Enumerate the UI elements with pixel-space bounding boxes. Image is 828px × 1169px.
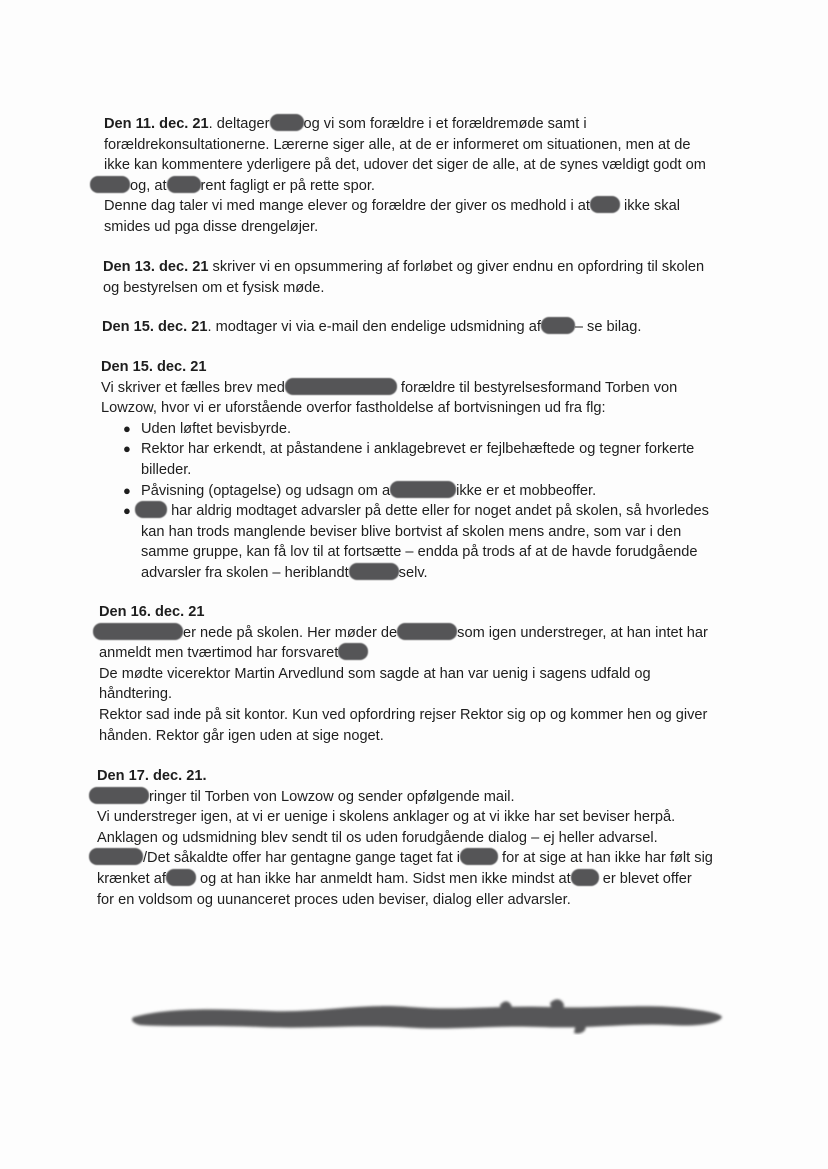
entry-text: selv. — [398, 564, 428, 581]
entry-line — [89, 787, 757, 808]
entry-text: ikke er et mobbeoffer. — [456, 482, 597, 499]
redaction-mark — [571, 869, 599, 886]
entry-text: forældre til bestyrelsesformand Torben von — [400, 379, 678, 396]
entry-dec-16 — [99, 602, 759, 746]
bullet-mark: ● — [123, 420, 131, 436]
entry-text: krænket af — [97, 870, 166, 887]
entry-text: Vi skriver et fælles brev med — [101, 379, 285, 396]
entry-line — [97, 807, 757, 828]
entry-line — [103, 257, 753, 278]
entry-date: Den 16. dec. 21 — [99, 604, 205, 620]
entry-text: . deltager — [208, 116, 270, 132]
entry-line — [99, 664, 759, 685]
entry-text: for at sige at han ikke har følt sig — [502, 850, 713, 867]
redaction-mark — [90, 176, 130, 193]
entry-line — [90, 176, 754, 197]
entry-text: advarsler fra skolen – heriblandt — [141, 564, 349, 581]
entry-dec-13 — [103, 257, 753, 298]
entry-dec-15-email — [102, 317, 752, 338]
redaction-mark — [270, 114, 304, 131]
redaction-mark — [89, 787, 149, 804]
entry-text: Anklagen og udsmidning blev sendt til os uden forudgående dialog – ej heller advarsel. — [97, 829, 658, 846]
entry-line — [104, 114, 754, 135]
entry-text: ringer til Torben von Lowzow og sender opfølgende mail. — [149, 788, 515, 805]
list-item — [101, 481, 761, 502]
entry-line — [97, 766, 757, 787]
redaction-mark — [89, 848, 143, 865]
entry-text: samme gruppe, kan få lov til at fortsætte – endda på trods af at de havde forudgående — [141, 544, 698, 561]
entry-dec-15-letter — [101, 357, 761, 584]
redaction-mark — [166, 869, 196, 886]
entry-text: billeder. — [141, 461, 192, 478]
entry-line — [97, 828, 757, 849]
entry-text: håndtering. — [99, 686, 173, 703]
entry-text: . modtager vi via e-mail den endelige udsmidning af — [207, 319, 541, 335]
entry-line — [97, 890, 757, 911]
entry-line — [141, 439, 761, 460]
entry-text: Påvisning (optagelse) og udsagn om a — [141, 482, 391, 499]
entry-line — [99, 602, 759, 623]
entry-line — [99, 705, 759, 726]
entry-text: Uden løftet bevisbyrde. — [141, 420, 292, 437]
entry-text: anmeldt men tværtimod har forsvaret — [99, 645, 339, 662]
entry-text: kan han trods manglende beviser blive bortvist af skolen mens andre, som var i den — [141, 523, 682, 540]
bullet-mark: ● — [123, 441, 131, 457]
entry-text: Rektor sad inde på sit kontor. Kun ved opfordring rejser Rektor sig op og kommer hen og giver — [99, 706, 708, 723]
entry-text: skriver vi en opsummering af forløbet og giver endnu en opfordring til skolen — [208, 259, 705, 275]
entry-text: og, at — [130, 177, 167, 194]
entry-text: forældrekonsultationerne. Lærerne siger alle, at de er informeret om situationen, men at de — [104, 136, 691, 153]
redaction-mark — [390, 481, 456, 498]
entry-text: og at han ikke har anmeldt ham. Sidst men ikke mindst at — [200, 870, 571, 887]
redaction-mark — [541, 317, 575, 334]
entry-line — [97, 869, 757, 890]
list-item — [101, 419, 761, 440]
entry-line — [101, 378, 761, 399]
entry-text: er nede på skolen. Her møder de — [183, 624, 398, 641]
bullet-list — [101, 419, 761, 584]
entry-date: Den 15. dec. 21 — [102, 319, 208, 335]
entry-text: ikke kan kommentere yderligere på det, udover det siger de alle, at de synes vældigt godt om — [104, 157, 706, 174]
entry-line — [104, 155, 754, 176]
list-item — [101, 439, 761, 480]
entry-text: smides ud pga disse drengeløjer. — [104, 218, 319, 235]
entry-text: for en voldsom og uunanceret proces uden beviser, dialog eller advarsler. — [97, 891, 571, 908]
redaction-mark — [135, 501, 167, 518]
entry-line — [104, 217, 754, 238]
entry-text: hånden. Rektor går igen uden at sige noget. — [99, 727, 384, 744]
entry-text: er blevet offer — [602, 870, 692, 887]
entry-dec-11 — [104, 114, 754, 238]
redaction-mark — [349, 563, 399, 580]
entry-date: Den 11. dec. 21 — [104, 116, 209, 132]
entry-text: og bestyrelsen om et fysisk møde. — [103, 279, 325, 296]
redaction-mark — [93, 623, 183, 640]
entry-line — [102, 317, 752, 338]
entry-line — [141, 542, 761, 563]
entry-text: og vi som forældre i et forældremøde samt i — [303, 116, 587, 132]
entry-text: Denne dag taler vi med mange elever og forældre der giver os medhold i at — [104, 198, 590, 215]
redaction-mark — [590, 196, 620, 213]
list-item — [101, 501, 761, 583]
entry-line — [103, 278, 753, 299]
entry-line — [141, 522, 761, 543]
redaction-mark — [167, 176, 201, 193]
entry-text: ikke skal — [623, 198, 680, 215]
entry-line — [99, 643, 759, 664]
entry-text: Vi understreger igen, at vi er uenige i skolens anklager og at vi ikke har set beviser herpå. — [97, 809, 676, 826]
entry-text: Rektor har erkendt, at påstandene i anklagebrevet er fejlbehæftede og tegner forkerte — [141, 441, 695, 458]
entry-text: har aldrig modtaget advarsler på dette eller for noget andet på skolen, så hvorledes — [171, 503, 709, 520]
entry-text: som igen understreger, at han intet har — [457, 624, 708, 641]
entry-line — [104, 135, 754, 156]
entry-text: rent fagligt er på rette spor. — [200, 177, 375, 194]
entry-date: Den 17. dec. 21. — [97, 768, 207, 784]
entry-line — [104, 196, 754, 217]
redacted-signature — [130, 997, 725, 1035]
entry-text: /Det såkaldte offer har gentagne gange taget fat i — [143, 850, 460, 867]
redaction-mark — [338, 643, 368, 660]
redaction-mark — [285, 378, 397, 395]
entry-line — [93, 623, 759, 644]
entry-line — [135, 501, 761, 522]
bullet-mark: ● — [123, 482, 131, 498]
entry-line — [99, 726, 759, 747]
entry-line — [101, 398, 761, 419]
entry-line — [141, 563, 761, 584]
entry-text: – se bilag. — [574, 319, 642, 335]
entry-dec-17 — [97, 766, 757, 910]
redaction-mark — [397, 623, 457, 640]
entry-line — [101, 357, 761, 378]
entry-date: Den 13. dec. 21 — [103, 259, 209, 275]
entry-text: De mødte vicerektor Martin Arvedlund som sagde at han var uenig i sagens udfald og — [99, 665, 651, 682]
entry-date: Den 15. dec. 21 — [101, 359, 207, 375]
bullet-mark: ● — [123, 503, 131, 519]
entry-line — [99, 684, 759, 705]
entry-line — [89, 848, 757, 869]
entry-line — [141, 460, 761, 481]
redaction-mark — [460, 848, 498, 865]
entry-text: Lowzow, hvor vi er uforstående overfor fastholdelse af bortvisningen ud fra flg: — [101, 400, 606, 417]
